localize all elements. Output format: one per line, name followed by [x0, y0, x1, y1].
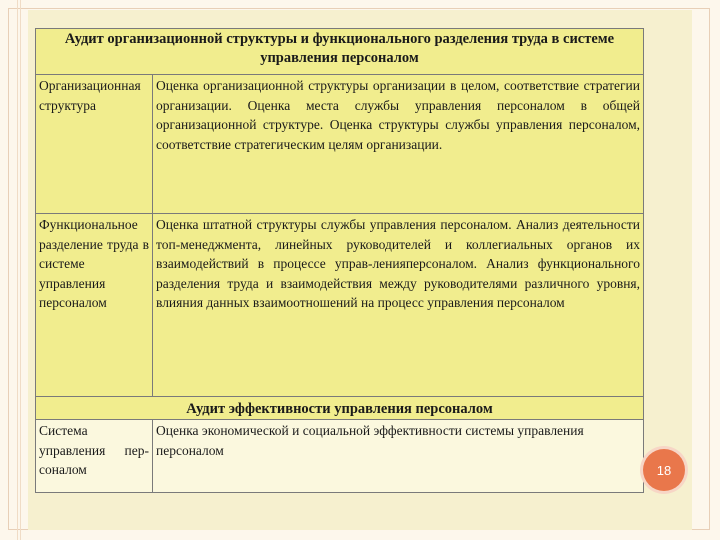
audit-table-container	[35, 28, 644, 493]
row-label-org-structure: Организационная структура	[36, 75, 153, 214]
row-text-functional-division: Оценка штатной структуры службы управления персоналом. Анализ деятельности топ-менеджмента, линейных руководителей и коллегиальных органов их взаимодействий в процессе управ-ленияперсоналом. Анализ функционального разделения труда и взаимодействия между руководителями различного уровня, влияния данных взаимоотношений на процесс управления персоналом	[153, 214, 644, 397]
section-header: Аудит эффективности управления персоналом	[36, 397, 644, 420]
row-text-org-structure: Оценка организационной структуры организации в целом, соответствие стратегии организации. Оценка места службы управления персоналом в общей организационной структуре. Оценка структуры службы управления персоналом, соответствие стратегическим целям организации.	[153, 75, 644, 214]
section-header-row	[36, 397, 644, 420]
table-header: Аудит организационной структуры и функционального разделения труда в системе управления персоналом	[36, 29, 644, 75]
row-label-hr-system: Система управления пер-соналом	[36, 420, 153, 493]
table-row	[36, 214, 644, 397]
page-number-badge: 18	[643, 449, 685, 491]
audit-table	[35, 28, 644, 493]
table-header-row	[36, 29, 644, 75]
row-label-functional-division: Функциональное разделение труда в системе управления персоналом	[36, 214, 153, 397]
table-row	[36, 75, 644, 214]
decorative-stripe	[17, 0, 21, 540]
table-row	[36, 420, 644, 493]
row-text-hr-system: Оценка экономической и социальной эффективности системы управления персоналом	[153, 420, 644, 493]
